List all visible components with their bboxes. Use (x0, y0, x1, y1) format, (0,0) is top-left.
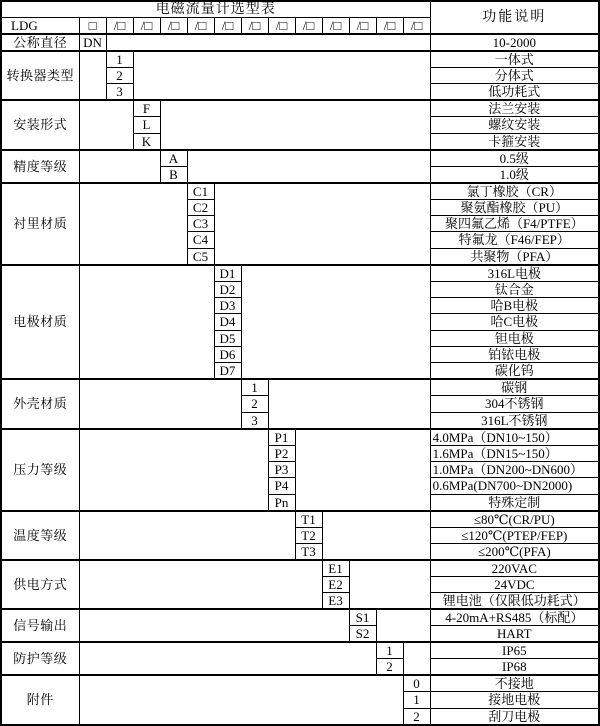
empty-cell (295, 429, 430, 511)
option-desc: 24VDC (430, 576, 599, 592)
empty-cell (79, 51, 106, 100)
empty-cell (403, 642, 430, 675)
option-code: D1 (214, 265, 241, 282)
option-code: F (133, 100, 160, 117)
option-code: C4 (187, 232, 214, 248)
empty-cell (322, 511, 430, 560)
option-desc: 4.0MPa（DN10~150） (430, 429, 599, 446)
option-desc: 一体式 (430, 51, 599, 68)
option-desc: IP65 (430, 642, 599, 659)
option-code: D2 (214, 281, 241, 297)
option-desc: ≤80℃(CR/PU) (430, 511, 599, 528)
option-code: C5 (187, 248, 214, 265)
model-code-slot: /□ (349, 18, 376, 35)
model-code-slot: /□ (133, 18, 160, 35)
option-desc: 低功耗式 (430, 84, 599, 101)
model-code-slot: /□ (241, 18, 268, 35)
category-label: 公称直径 (1, 34, 79, 51)
category-label: 电极材质 (1, 265, 79, 380)
category-label: 供电方式 (1, 560, 79, 609)
option-code: S2 (349, 626, 376, 643)
option-code: T3 (295, 543, 322, 560)
option-desc: 1.0MPa（DN200~DN600） (430, 461, 599, 477)
option-code: 2 (403, 708, 430, 725)
option-desc: 碳化钨 (430, 363, 599, 380)
option-desc: 304不锈钢 (430, 396, 599, 412)
category-label: 压力等级 (1, 429, 79, 511)
empty-cell (79, 379, 241, 428)
option-code: D7 (214, 363, 241, 380)
empty-cell (79, 265, 214, 380)
table-title: 电磁流量计选型表 (1, 1, 430, 18)
option-desc: ≤200℃(PFA) (430, 543, 599, 560)
empty-cell (349, 560, 430, 609)
option-code: P3 (268, 461, 295, 477)
option-desc: 特氟龙（F46/FEP） (430, 232, 599, 248)
category-label: 精度等级 (1, 150, 79, 183)
option-desc: 氯丁橡胶（CR） (430, 183, 599, 200)
option-code: A (160, 150, 187, 167)
empty-cell (241, 265, 430, 380)
option-desc: 聚四氟乙烯（F4/PTFE） (430, 215, 599, 231)
model-code-slot: /□ (322, 18, 349, 35)
option-desc: 分体式 (430, 68, 599, 84)
option-desc: 316L不锈钢 (430, 412, 599, 429)
empty-cell (106, 34, 430, 51)
option-code: D3 (214, 297, 241, 313)
option-code: 1 (241, 379, 268, 396)
option-code: E1 (322, 560, 349, 577)
option-desc: 刮刀电极 (430, 708, 599, 725)
model-code-checkbox: □ (79, 18, 106, 35)
option-code: 2 (106, 68, 133, 84)
option-code: B (160, 166, 187, 183)
option-code: 3 (106, 84, 133, 101)
option-code: D5 (214, 330, 241, 346)
empty-cell (79, 429, 268, 511)
model-code-slot: /□ (187, 18, 214, 35)
model-code-slot: /□ (106, 18, 133, 35)
empty-cell (133, 51, 430, 100)
option-code: C3 (187, 215, 214, 231)
option-code: P1 (268, 429, 295, 446)
option-desc: 钽电极 (430, 330, 599, 346)
option-code: E3 (322, 593, 349, 610)
option-desc: ≤120℃(PTEP/FEP) (430, 527, 599, 543)
model-code-slot: /□ (268, 18, 295, 35)
option-code: 2 (241, 396, 268, 412)
option-desc: 特殊定制 (430, 494, 599, 511)
model-prefix: LDG (1, 18, 79, 35)
option-code: P2 (268, 445, 295, 461)
option-desc: 接地电极 (430, 692, 599, 708)
option-desc: 1.6MPa（DN15~150） (430, 445, 599, 461)
option-code: 3 (241, 412, 268, 429)
category-label: 安装形式 (1, 100, 79, 149)
option-desc: 316L电极 (430, 265, 599, 282)
option-desc: 0.5级 (430, 150, 599, 167)
option-desc: 碳钢 (430, 379, 599, 396)
option-desc: 锂电池（仅限低功耗式） (430, 593, 599, 610)
empty-cell (160, 100, 430, 149)
option-desc: HART (430, 626, 599, 643)
option-code: Pn (268, 494, 295, 511)
option-code: L (133, 117, 160, 133)
option-code: C1 (187, 183, 214, 200)
empty-cell (214, 183, 430, 265)
empty-cell (79, 100, 133, 149)
option-code: E2 (322, 576, 349, 592)
option-code: D4 (214, 314, 241, 330)
option-desc: 卡箍安装 (430, 133, 599, 150)
category-label: 信号输出 (1, 609, 79, 642)
option-desc: 聚氨酯橡胶（PU） (430, 199, 599, 215)
option-code: C2 (187, 199, 214, 215)
option-desc: 不接地 (430, 675, 599, 692)
option-desc: 共聚物（PFA） (430, 248, 599, 265)
option-code: 0 (403, 675, 430, 692)
empty-cell (376, 609, 430, 642)
option-code: K (133, 133, 160, 150)
option-desc: 0.6MPa(DN700~DN2000) (430, 478, 599, 494)
option-code: T1 (295, 511, 322, 528)
option-code: 2 (376, 659, 403, 676)
empty-cell (79, 609, 349, 642)
option-code: 1 (403, 692, 430, 708)
option-desc: IP68 (430, 659, 599, 676)
option-desc: 220VAC (430, 560, 599, 577)
empty-cell (79, 150, 160, 183)
option-code: D6 (214, 346, 241, 362)
empty-cell (187, 150, 430, 183)
option-desc: 4-20mA+RS485（标配） (430, 609, 599, 626)
option-code: P4 (268, 478, 295, 494)
option-code: DN (79, 34, 106, 51)
empty-cell (79, 560, 322, 609)
category-label: 附件 (1, 675, 79, 724)
model-code-slot: /□ (295, 18, 322, 35)
empty-cell (79, 675, 403, 724)
option-desc: 1.0级 (430, 166, 599, 183)
category-label: 外壳材质 (1, 379, 79, 428)
empty-cell (79, 183, 187, 265)
model-code-slot: /□ (376, 18, 403, 35)
option-desc: 铂铱电极 (430, 346, 599, 362)
empty-cell (79, 511, 295, 560)
option-code: S1 (349, 609, 376, 626)
category-label: 温度等级 (1, 511, 79, 560)
category-label: 转换器类型 (1, 51, 79, 100)
model-code-slot: /□ (214, 18, 241, 35)
option-desc: 螺纹安装 (430, 117, 599, 133)
model-code-slot: /□ (160, 18, 187, 35)
empty-cell (268, 379, 430, 428)
option-desc: 钛合金 (430, 281, 599, 297)
option-desc: 10-2000 (430, 34, 599, 51)
option-code: T2 (295, 527, 322, 543)
category-label: 衬里材质 (1, 183, 79, 265)
category-label: 防护等级 (1, 642, 79, 675)
option-desc: 哈B电极 (430, 297, 599, 313)
option-desc: 哈C电极 (430, 314, 599, 330)
empty-cell (79, 642, 376, 675)
option-code: 1 (106, 51, 133, 68)
function-desc-header: 功能说明 (430, 1, 599, 34)
model-code-slot: /□ (403, 18, 430, 35)
option-code: 1 (376, 642, 403, 659)
option-desc: 法兰安装 (430, 100, 599, 117)
